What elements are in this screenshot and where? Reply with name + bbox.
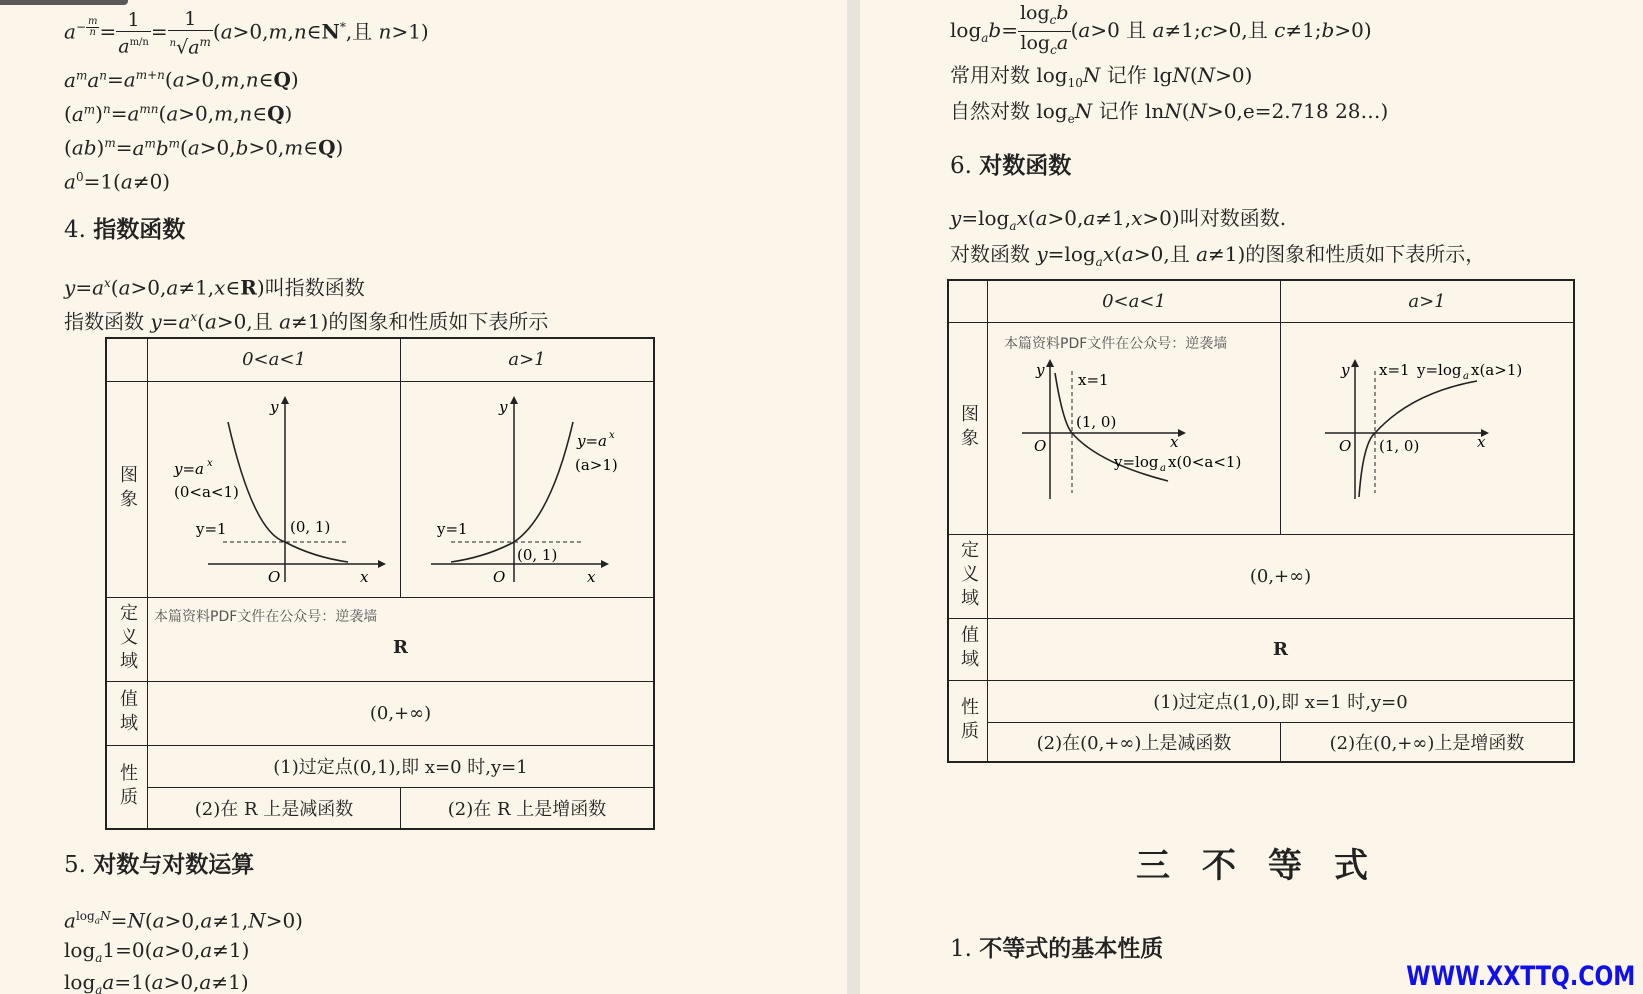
log-graph-increasing <box>1281 323 1573 529</box>
watermark-text: 本篇资料PDF文件在公众号：逆袭墙 <box>154 608 378 625</box>
exp-def: $y=a^x(a>0,a\ne 1,x\in R)$叫指数函数 <box>64 275 365 300</box>
formula-log-one: $\log_a1=0(a>0,a\ne 1)$ <box>64 938 250 965</box>
exp-g2-label: y=a <box>577 431 607 450</box>
site-watermark: WWW.XXTTQ.COM <box>1405 961 1635 992</box>
section-heading-6: 6. 对数函数 <box>950 153 1072 179</box>
log-g2-point: (1, 0) <box>1379 436 1420 455</box>
log-range-value: R <box>988 618 1575 680</box>
log-col-header-1: 0<a<1 <box>988 280 1281 322</box>
log-g1-label: y=log <box>1114 452 1159 471</box>
exp-graph-increasing <box>401 382 653 592</box>
exp-col-header-2: a>1 <box>401 338 655 381</box>
right-page <box>860 0 1643 994</box>
log-def: $y=\log_ax(a>0,a\ne 1,x>0)$叫对数函数. <box>950 206 1287 233</box>
log-prop-1: (1)过定点(1,0),即 x=1 时,y=0 <box>988 680 1575 722</box>
svg-text:y: y <box>1036 360 1045 379</box>
svg-text:a: a <box>1463 370 1469 382</box>
section-heading-1: 1. 不等式的基本性质 <box>950 936 1164 962</box>
svg-text:x: x <box>207 457 213 469</box>
svg-text:x: x <box>1170 432 1179 451</box>
log-function-table <box>947 279 1575 763</box>
log-row-graph-label: 图象 <box>958 404 979 452</box>
exp-prop-1: (1)过定点(0,1),即 x=0 时,y=1 <box>148 745 655 787</box>
exp-row-props-label: 性质 <box>117 762 138 811</box>
svg-text:a: a <box>1160 462 1166 474</box>
exp-col-header-1: 0<a<1 <box>148 338 401 381</box>
exp-function-table <box>105 337 655 830</box>
tab-strip[interactable] <box>0 0 128 5</box>
svg-text:x: x <box>609 429 615 441</box>
exp-prop-2a: (2)在 R 上是减函数 <box>148 787 401 829</box>
section-heading-5: 5. 对数与对数运算 <box>64 852 255 878</box>
formula-log-identity: $a^{log_aN}=N(a>0,a\ne 1,N>0)$ <box>64 908 303 933</box>
svg-text:O: O <box>1034 436 1047 455</box>
exp-table-intro: 指数函数 $y=a^x(a>0$,且 a≠1)的图象和性质如下表所示 <box>64 309 549 334</box>
formula-zero-exponent: $a^0=1(a\ne 0)$ <box>64 169 171 194</box>
log-g2-x1: x=1 <box>1379 360 1410 379</box>
svg-text:O: O <box>493 567 506 586</box>
exp-graph-decreasing <box>148 382 400 592</box>
exp-g1-cond: (0<a<1) <box>174 482 239 501</box>
formula-power-rule: $(a^m)^n=a^{mn}(a>0,m,n\in Q)$ <box>64 101 293 126</box>
svg-text:x: x <box>587 567 596 586</box>
log-g2-cond: x(a>1) <box>1471 360 1523 379</box>
exp-row-domain-label: 定义域 <box>117 603 138 675</box>
svg-text:y: y <box>499 397 508 416</box>
svg-text:x: x <box>360 567 369 586</box>
formula-log-base: $\log_aa=1(a>0,a\ne 1)$ <box>64 970 249 994</box>
exp-g1-point: (0, 1) <box>290 517 331 536</box>
formula-product-power: $(ab)^m=a^mb^m(a>0,b>0,m\in Q)$ <box>64 135 344 160</box>
svg-text:O: O <box>1339 436 1352 455</box>
exp-row-range-label: 值域 <box>117 689 138 737</box>
exp-g2-point: (0, 1) <box>517 545 558 564</box>
watermark-text: 本篇资料PDF文件在公众号：逆袭墙 <box>1004 335 1228 352</box>
log-row-domain-label: 定义域 <box>958 540 979 612</box>
log-domain-value: (0,+∞) <box>988 534 1575 618</box>
exp-row-graph-label: 图象 <box>117 465 138 513</box>
log-row-props-label: 性质 <box>958 696 979 745</box>
common-log-line: 常用对数 $\log_{10}N$ 记作 lgN(N>0) <box>950 63 1253 90</box>
svg-text:y: y <box>270 397 279 416</box>
log-g1-point: (1, 0) <box>1076 412 1117 431</box>
exp-g1-y1: y=1 <box>196 519 227 538</box>
log-g1-x1: x=1 <box>1078 370 1109 389</box>
chapter-title: 三不等式 <box>1136 846 1400 886</box>
svg-text:O: O <box>268 567 281 586</box>
exp-domain-value: R <box>393 636 408 658</box>
log-g2-label: y=log <box>1417 360 1462 379</box>
natural-log-line: 自然对数 $\log_eN$ 记作 lnN(N>0,e=2.718 28…) <box>950 99 1389 126</box>
exp-g2-cond: (a>1) <box>575 455 618 474</box>
section-heading-4: 4. 指数函数 <box>64 217 186 243</box>
exp-g1-label: y=a <box>174 459 204 478</box>
log-prop-2b: (2)在(0,+∞)上是增函数 <box>1281 722 1575 762</box>
svg-text:y: y <box>1341 360 1350 379</box>
exp-range-value: (0,+∞) <box>148 681 655 745</box>
log-graph-decreasing <box>988 323 1280 529</box>
log-prop-2a: (2)在(0,+∞)上是减函数 <box>988 722 1281 762</box>
formula-neg-frac-exponent: $a^{- \frac{m}{n}}$ = $\frac{1}{a^{m/n}}$ = $\frac{1}{^n√a^m}$ (a>0,m,n∈N*,且 n>1) <box>64 8 429 59</box>
formula-product-rule: $a^ma^n=a^{m+n}(a>0,m,n\in Q)$ <box>64 67 299 92</box>
svg-text:x: x <box>1477 432 1486 451</box>
log-table-intro: 对数函数 $y=\log_ax(a>0$,且 a≠1)的图象和性质如下表所示， <box>950 242 1486 269</box>
log-g1-cond: x(0<a<1) <box>1168 452 1242 471</box>
log-col-header-2: a>1 <box>1281 280 1575 322</box>
log-row-range-label: 值域 <box>958 625 979 673</box>
exp-prop-2b: (2)在 R 上是增函数 <box>401 787 655 829</box>
exp-g2-y1: y=1 <box>437 519 468 538</box>
formula-change-of-base: $\log_ab=$ $\frac{\log_cb}{\log_ca}$ (a>0 且 a≠1;c>0,且 c≠1;b>0) <box>950 2 1372 57</box>
